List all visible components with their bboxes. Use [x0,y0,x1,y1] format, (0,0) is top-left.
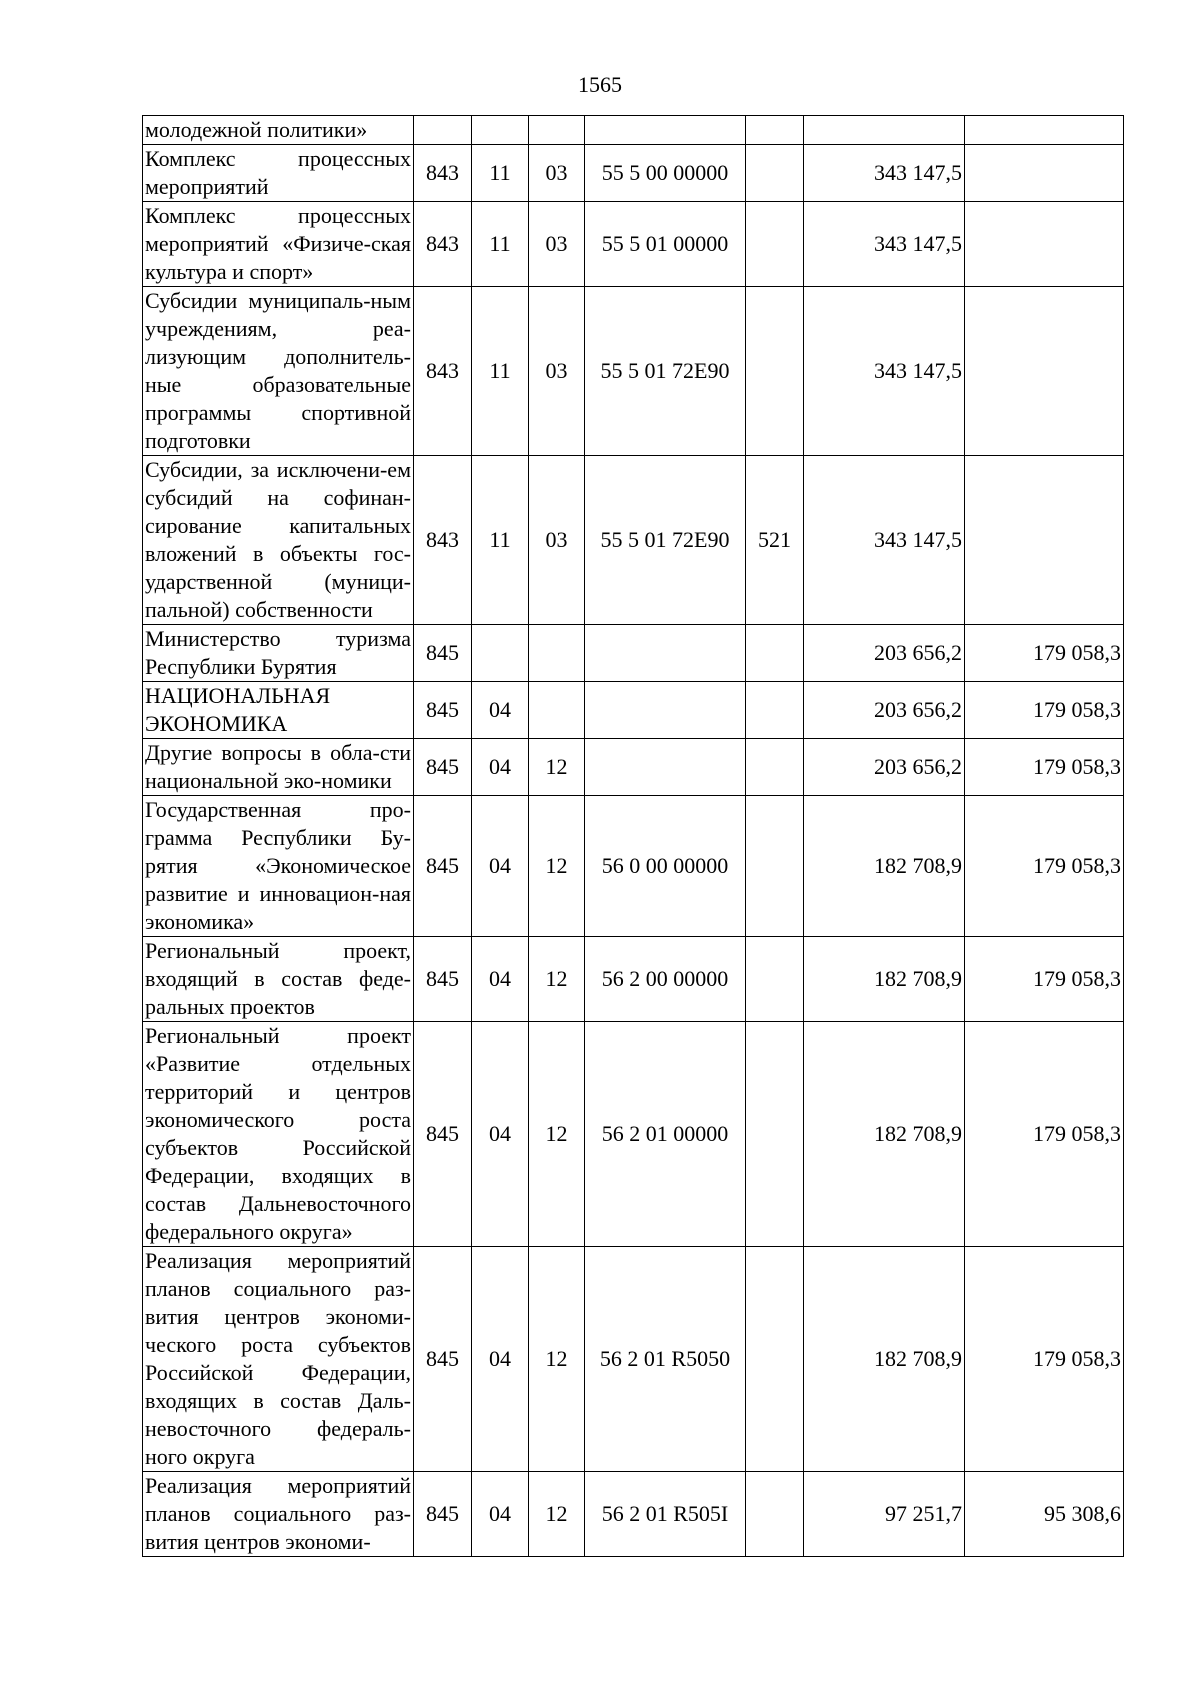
amount-year2-cell: 179 058,3 [965,796,1124,937]
budget-table [142,115,1124,1557]
subsection-code-cell: 12 [529,796,585,937]
amount-year1-cell: 182 708,9 [804,937,965,1022]
target-article-cell [585,116,746,145]
subsection-code-cell: 12 [529,1247,585,1472]
amount-year2-cell: 179 058,3 [965,682,1124,739]
amount-year1-cell: 182 708,9 [804,1022,965,1247]
expense-type-cell [746,625,804,682]
row-name-cell: Другие вопросы в обла-сти национальной эко-номики [143,739,414,796]
section-code-cell [472,116,529,145]
amount-year2-cell: 179 058,3 [965,937,1124,1022]
section-code-cell: 04 [472,937,529,1022]
expense-type-cell [746,202,804,287]
amount-year2-cell [965,145,1124,202]
amount-year2-cell [965,116,1124,145]
ministry-code-cell: 845 [414,1247,472,1472]
target-article-cell [585,682,746,739]
target-article-cell: 56 2 01 00000 [585,1022,746,1247]
amount-year1-cell [804,116,965,145]
target-article-cell: 55 5 00 00000 [585,145,746,202]
table-row [143,739,1124,796]
subsection-code-cell [529,625,585,682]
subsection-code-cell: 03 [529,202,585,287]
row-name-cell: Министерство туризма Республики Бурятия [143,625,414,682]
ministry-code-cell: 845 [414,682,472,739]
target-article-cell: 56 2 01 R5050 [585,1247,746,1472]
target-article-cell [585,625,746,682]
target-article-cell: 55 5 01 00000 [585,202,746,287]
ministry-code-cell: 843 [414,456,472,625]
expense-type-cell [746,116,804,145]
table-row [143,1022,1124,1247]
amount-year1-cell: 182 708,9 [804,1247,965,1472]
page-number: 1565 [578,72,622,97]
table-row [143,1472,1124,1557]
subsection-code-cell: 12 [529,739,585,796]
amount-year2-cell: 95 308,6 [965,1472,1124,1557]
amount-year2-cell: 179 058,3 [965,1022,1124,1247]
section-code-cell: 04 [472,1247,529,1472]
row-name-cell: Региональный проект «Развитие отдельных территорий и центров экономического роста субъектов Российской Федерации, входящих в состав Дальневосточного федерального округа» [143,1022,414,1247]
amount-year2-cell [965,456,1124,625]
expense-type-cell [746,287,804,456]
expense-type-cell [746,1472,804,1557]
subsection-code-cell: 03 [529,287,585,456]
amount-year1-cell: 182 708,9 [804,796,965,937]
section-code-cell: 04 [472,796,529,937]
section-code-cell [472,625,529,682]
amount-year2-cell: 179 058,3 [965,1247,1124,1472]
table-row [143,625,1124,682]
expense-type-cell: 521 [746,456,804,625]
row-name-cell: Комплекс процессных мероприятий «Физиче-ская культура и спорт» [143,202,414,287]
table-row [143,682,1124,739]
amount-year1-cell: 203 656,2 [804,682,965,739]
ministry-code-cell: 845 [414,625,472,682]
target-article-cell: 56 0 00 00000 [585,796,746,937]
section-code-cell: 11 [472,145,529,202]
section-code-cell: 04 [472,739,529,796]
expense-type-cell [746,1022,804,1247]
amount-year2-cell: 179 058,3 [965,739,1124,796]
ministry-code-cell: 845 [414,1022,472,1247]
section-code-cell: 11 [472,287,529,456]
subsection-code-cell: 03 [529,145,585,202]
table-body [143,116,1124,1557]
expense-type-cell [746,145,804,202]
amount-year2-cell [965,202,1124,287]
amount-year1-cell: 343 147,5 [804,202,965,287]
section-code-cell: 11 [472,456,529,625]
subsection-code-cell [529,116,585,145]
row-name-cell: Реализация мероприятий планов социального раз-вития центров экономи-ческого роста субъектов Российской Федерации, входящих в состав Даль-невосточного федераль-ного округа [143,1247,414,1472]
section-code-cell: 11 [472,202,529,287]
table-row [143,202,1124,287]
table-row [143,937,1124,1022]
expense-type-cell [746,739,804,796]
amount-year1-cell: 203 656,2 [804,739,965,796]
row-name-cell: НАЦИОНАЛЬНАЯ ЭКОНОМИКА [143,682,414,739]
subsection-code-cell: 12 [529,937,585,1022]
table-row [143,456,1124,625]
expense-type-cell [746,937,804,1022]
target-article-cell: 56 2 01 R505I [585,1472,746,1557]
subsection-code-cell [529,682,585,739]
ministry-code-cell: 843 [414,287,472,456]
amount-year1-cell: 343 147,5 [804,287,965,456]
subsection-code-cell: 03 [529,456,585,625]
target-article-cell: 55 5 01 72Е90 [585,456,746,625]
expense-type-cell [746,682,804,739]
row-name-cell: Региональный проект, входящий в состав феде-ральных проектов [143,937,414,1022]
ministry-code-cell: 845 [414,937,472,1022]
amount-year1-cell: 203 656,2 [804,625,965,682]
table-row [143,796,1124,937]
row-name-cell: молодежной политики» [143,116,414,145]
target-article-cell: 55 5 01 72Е90 [585,287,746,456]
amount-year2-cell: 179 058,3 [965,625,1124,682]
ministry-code-cell: 843 [414,202,472,287]
expense-type-cell [746,1247,804,1472]
ministry-code-cell: 843 [414,145,472,202]
subsection-code-cell: 12 [529,1022,585,1247]
table-row [143,1247,1124,1472]
ministry-code-cell: 845 [414,1472,472,1557]
row-name-cell: Комплекс процессных мероприятий [143,145,414,202]
ministry-code-cell [414,116,472,145]
amount-year1-cell: 343 147,5 [804,456,965,625]
table-row [143,116,1124,145]
row-name-cell: Государственная про-грамма Республики Бу-рятия «Экономическое развитие и инновацион-ная экономика» [143,796,414,937]
target-article-cell: 56 2 00 00000 [585,937,746,1022]
amount-year1-cell: 97 251,7 [804,1472,965,1557]
section-code-cell: 04 [472,1022,529,1247]
row-name-cell: Субсидии муниципаль-ным учреждениям, реа-лизующим дополнитель-ные образовательные программы спортивной подготовки [143,287,414,456]
row-name-cell: Реализация мероприятий планов социального раз-вития центров экономи- [143,1472,414,1557]
expense-type-cell [746,796,804,937]
amount-year2-cell [965,287,1124,456]
table-row [143,287,1124,456]
ministry-code-cell: 845 [414,739,472,796]
section-code-cell: 04 [472,682,529,739]
row-name-cell: Субсидии, за исключени-ем субсидий на софинан-сирование капитальных вложений в объекты гос-ударственной (муници-пальной) собственности [143,456,414,625]
target-article-cell [585,739,746,796]
amount-year1-cell: 343 147,5 [804,145,965,202]
section-code-cell: 04 [472,1472,529,1557]
subsection-code-cell: 12 [529,1472,585,1557]
ministry-code-cell: 845 [414,796,472,937]
table-row [143,145,1124,202]
